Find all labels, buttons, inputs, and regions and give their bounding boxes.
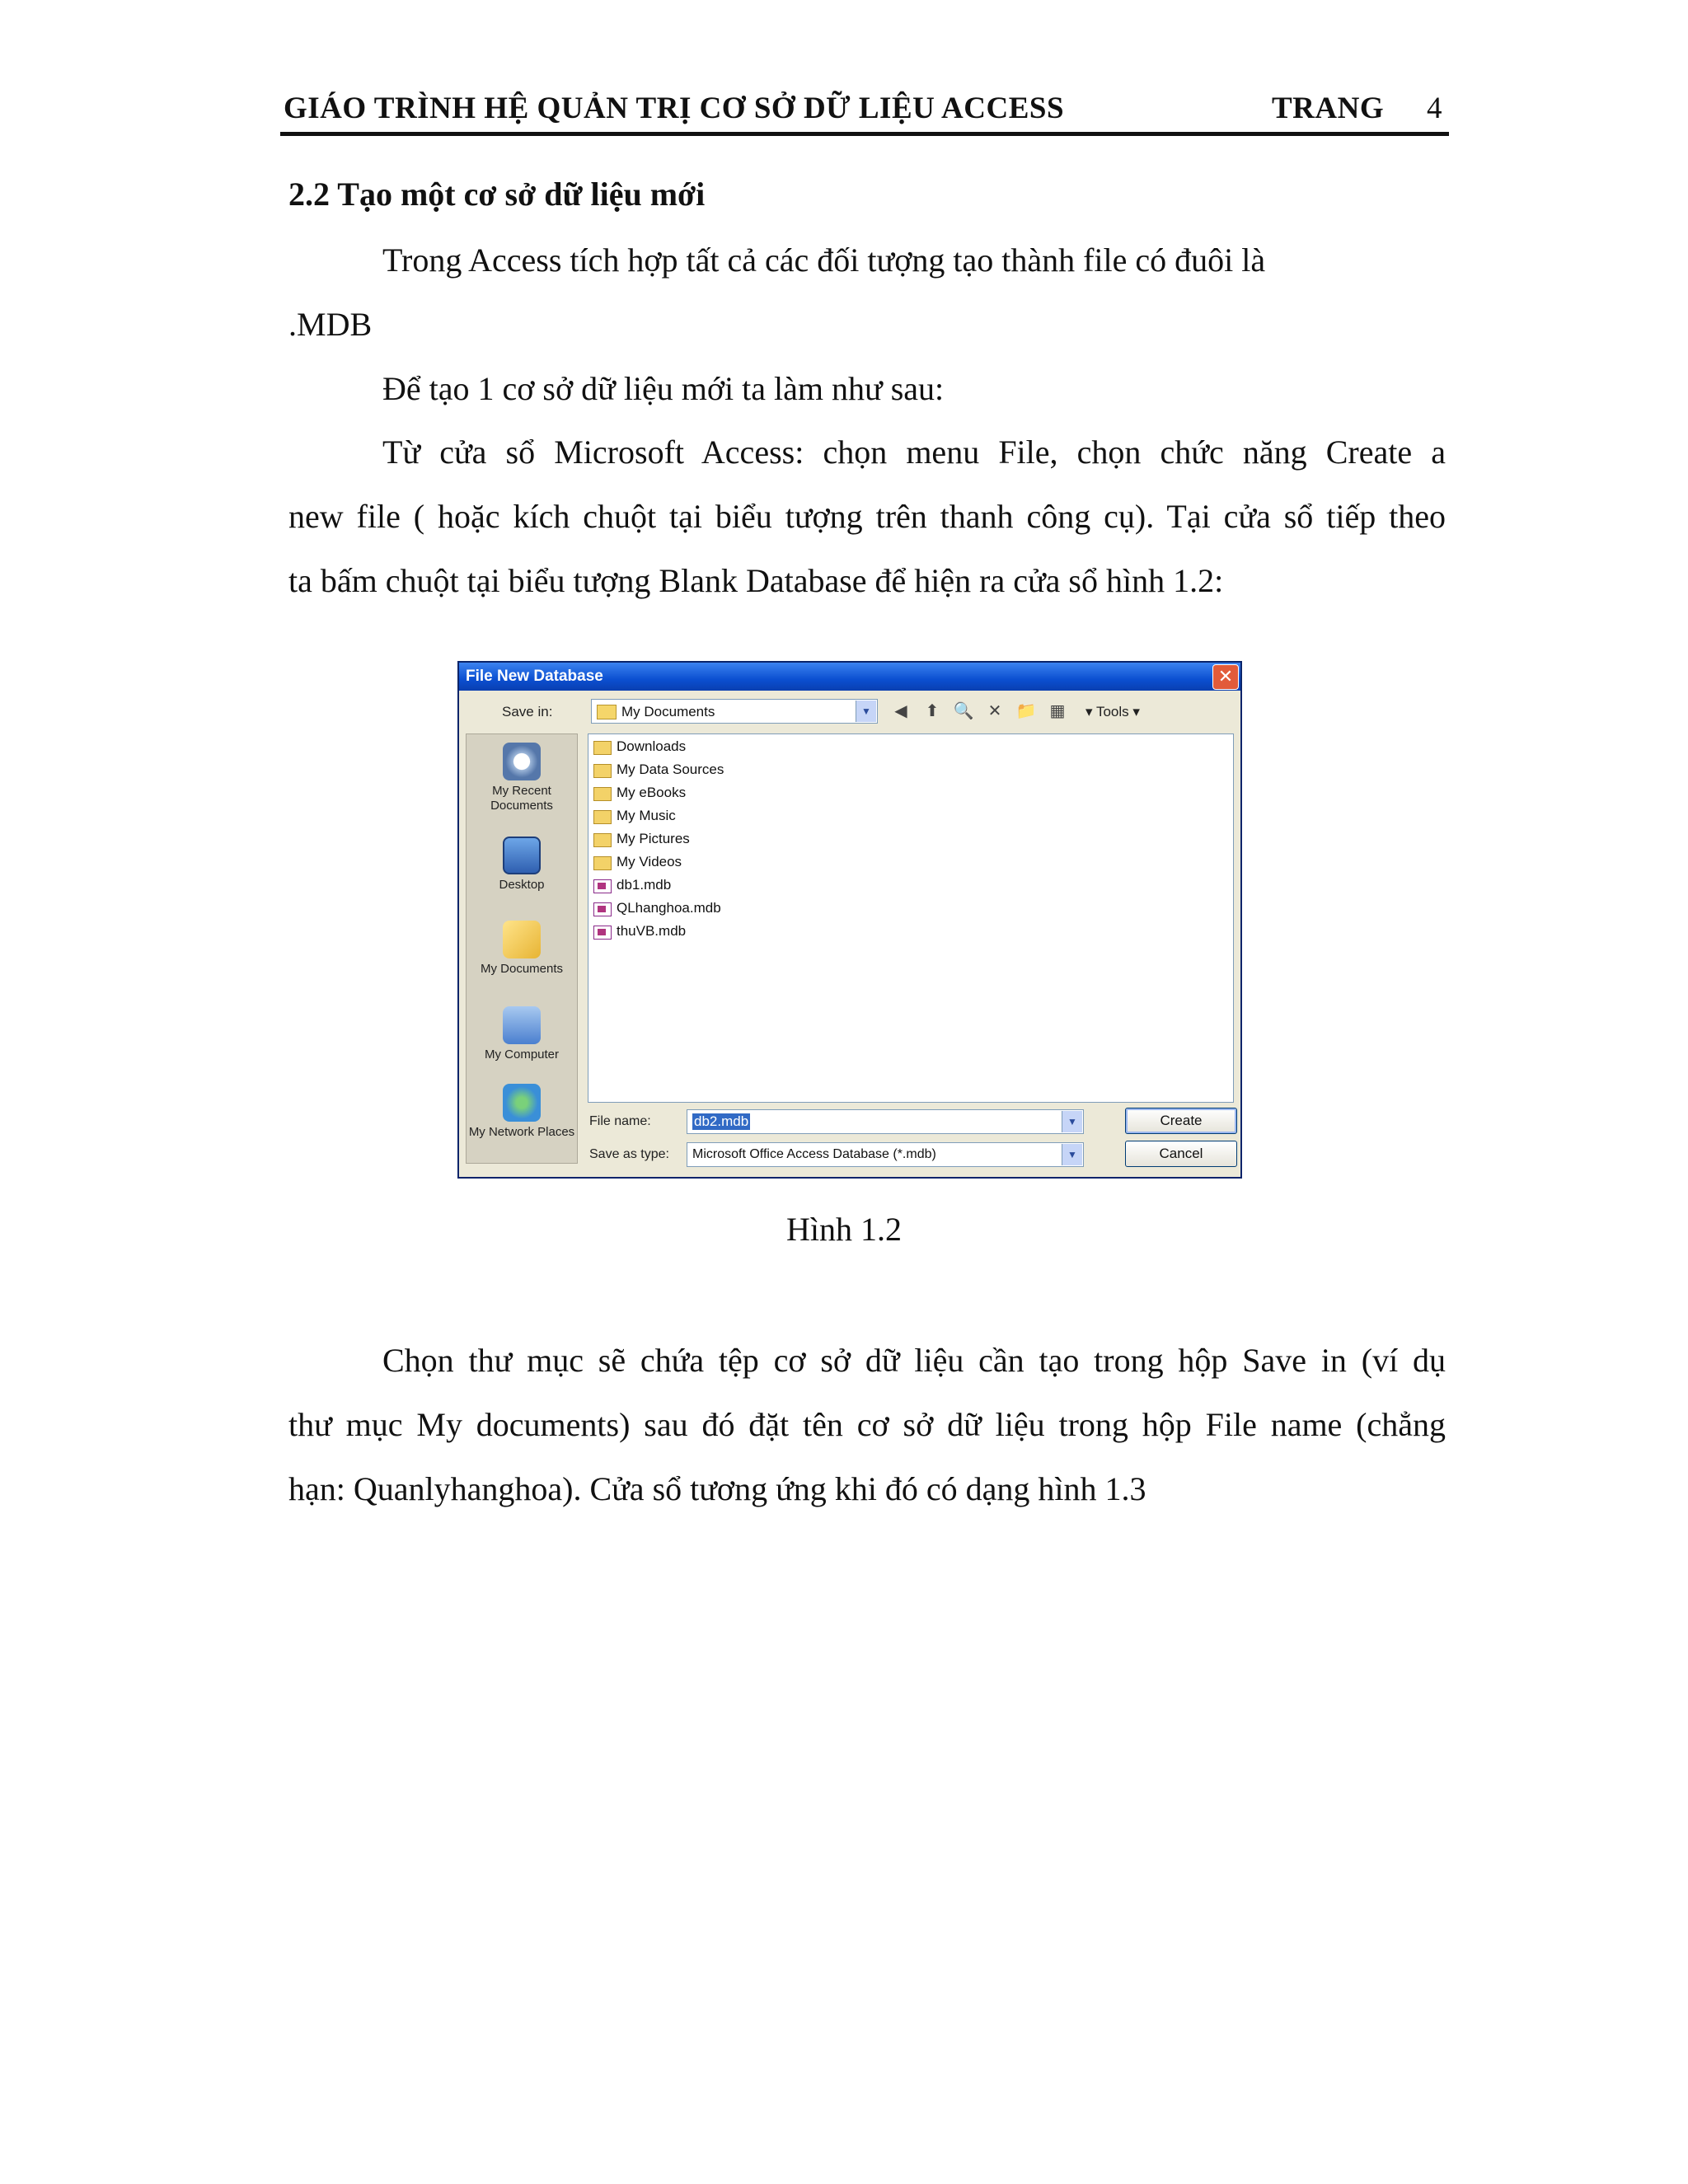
save-as-type-select[interactable] (687, 1142, 1084, 1167)
page-header (280, 89, 1449, 136)
para2: Để tạo 1 cơ sở dữ liệu mới ta làm như sau: (382, 370, 945, 407)
views-icon[interactable]: ▦ (1049, 702, 1066, 720)
folder-icon (593, 833, 612, 847)
para3-line3: ta bấm chuột tại biểu tượng Blank Database để hiện ra cửa sổ hình 1.2: (288, 562, 1224, 599)
folder-icon (593, 856, 612, 870)
place-my-computer[interactable] (467, 1006, 577, 1062)
access-file-icon (593, 926, 612, 940)
my-computer-icon (503, 1006, 541, 1044)
para3-line2: new file ( hoặc kích chuột tại biểu tượng trên thanh công cụ). Tại cửa sổ tiếp theo (288, 498, 1446, 535)
place-label: My Network Places (468, 1125, 575, 1139)
place-label: Desktop (499, 878, 545, 892)
new-folder-icon[interactable]: 📁 (1015, 702, 1037, 720)
para3-line1: Từ cửa sổ Microsoft Access: chọn menu File, chọn chức năng Create a (382, 434, 1446, 471)
access-file-icon (593, 902, 612, 916)
file-new-database-dialog (457, 661, 1242, 1179)
my-documents-icon (503, 921, 541, 958)
up-folder-icon[interactable]: ⬆ (925, 702, 940, 720)
folder-icon (593, 810, 612, 824)
cancel-button[interactable]: Cancel (1125, 1141, 1237, 1167)
place-my-documents[interactable] (467, 921, 577, 977)
save-as-type-label: Save as type: (589, 1147, 669, 1161)
save-in-value: My Documents (621, 704, 715, 719)
file-list[interactable]: Downloads My Data Sources My eBooks My Music My Pictures My Videos db1.mdb QLhanghoa.mdb thuVB.mdb (588, 733, 1234, 1103)
folder-icon (597, 705, 617, 719)
chevron-down-icon[interactable]: ▼ (856, 701, 876, 722)
save-in-combo[interactable] (591, 699, 878, 724)
para1-line2: .MDB (288, 306, 373, 343)
page-number: 4 (1427, 91, 1442, 125)
recent-documents-icon (503, 743, 541, 780)
folder-icon (593, 787, 612, 801)
save-as-type-value: Microsoft Office Access Database (*.mdb) (692, 1147, 936, 1161)
create-button[interactable]: Create (1125, 1108, 1237, 1134)
place-label: My Documents (480, 962, 564, 976)
tools-menu[interactable]: ▾ Tools ▾ (1085, 704, 1140, 719)
access-file-icon (593, 879, 612, 893)
file-name-label: File name: (589, 1114, 651, 1128)
para4-line1: Chọn thư mục sẽ chứa tệp cơ sở dữ liệu cần tạo trong hộp Save in (ví dụ (382, 1342, 1446, 1379)
back-icon[interactable]: ◀ (894, 702, 907, 720)
place-recent[interactable] (467, 743, 577, 813)
file-name-value: db2.mdb (694, 1113, 749, 1129)
para4-line2: thư mục My documents) sau đó đặt tên cơ sở dữ liệu trong hộp File name (chẳng (288, 1406, 1446, 1443)
place-desktop[interactable] (467, 837, 577, 893)
file-name-input[interactable] (687, 1109, 1084, 1134)
figure-caption: Hình 1.2 (786, 1211, 902, 1248)
chevron-down-icon[interactable]: ▼ (1062, 1111, 1082, 1132)
save-in-label: Save in: (502, 704, 553, 719)
folder-icon (593, 741, 612, 755)
search-web-icon[interactable]: 🔍 (953, 702, 974, 720)
folder-icon (593, 764, 612, 778)
delete-icon[interactable]: ✕ (987, 702, 1002, 720)
chevron-down-icon[interactable]: ▼ (1062, 1144, 1082, 1165)
places-bar (466, 733, 578, 1164)
close-button[interactable]: ✕ (1212, 664, 1239, 690)
header-trang: TRANG (1272, 91, 1385, 125)
dialog-title: File New Database (466, 668, 603, 685)
section-heading: 2.2 Tạo một cơ sở dữ liệu mới (288, 176, 706, 213)
dialog-titlebar (459, 663, 1240, 691)
para1-line1: Trong Access tích hợp tất cả các đối tượng tạo thành file có đuôi là (382, 241, 1266, 279)
network-places-icon (503, 1084, 541, 1122)
para4-line3: hạn: Quanlyhanghoa). Cửa sổ tương ứng khi đó có dạng hình 1.3 (288, 1470, 1146, 1507)
place-label: My Computer (484, 1047, 560, 1062)
place-network[interactable] (467, 1084, 577, 1140)
header-title: GIÁO TRÌNH HỆ QUẢN TRỊ CƠ SỞ DỮ LIỆU ACCESS (284, 91, 1065, 125)
desktop-icon (503, 837, 541, 874)
place-label: My Recent Documents (490, 784, 553, 813)
